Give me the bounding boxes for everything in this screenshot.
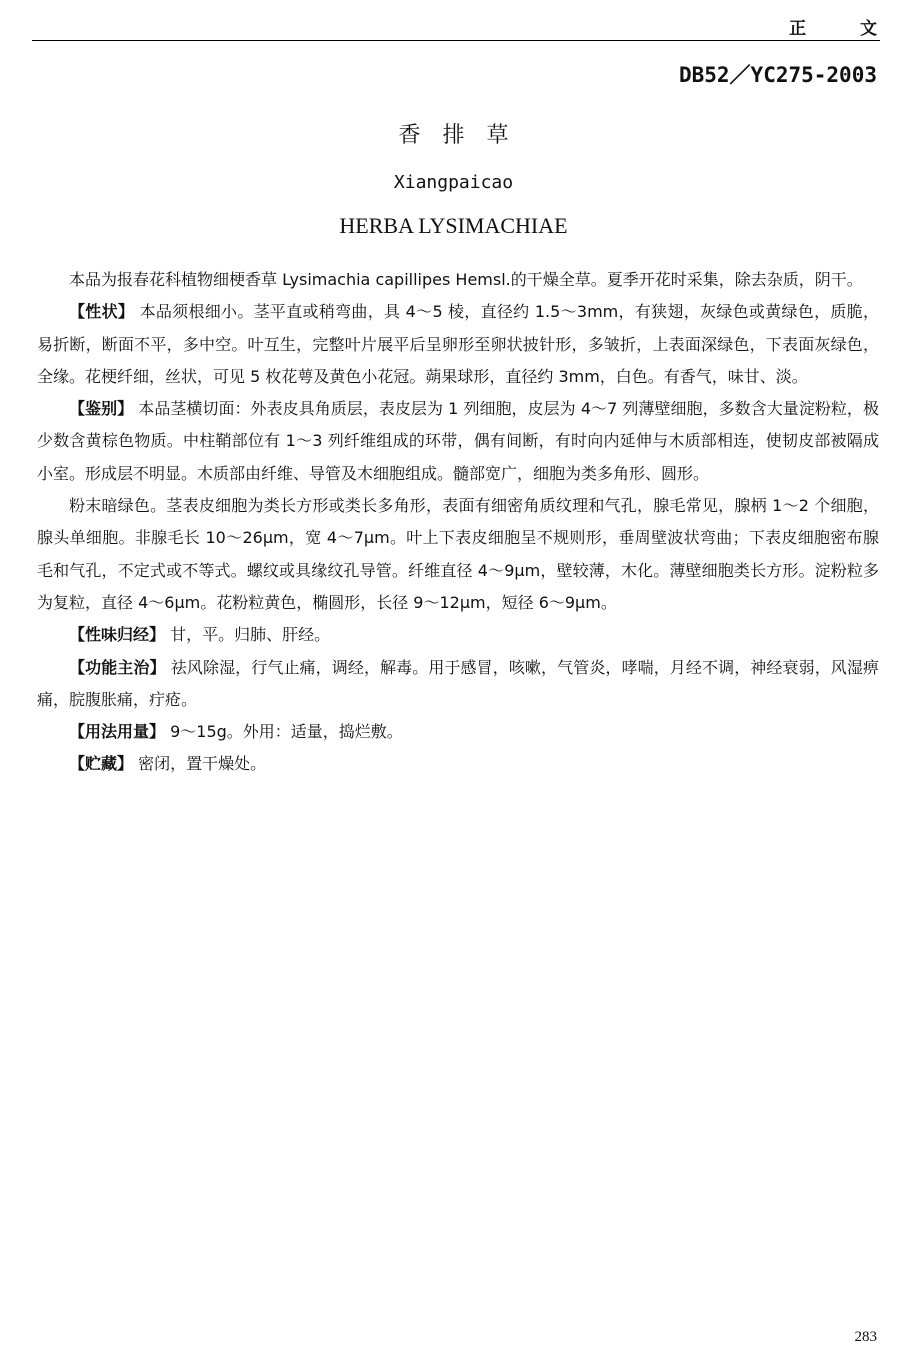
pinyin-name: Xiangpaicao — [393, 172, 514, 193]
usage-text: 9～15g。外用：适量，捣烂敷。 — [165, 722, 403, 742]
characters-label: 【性状】 — [69, 302, 135, 322]
functions-label: 【功能主治】 — [69, 657, 166, 677]
header-divider — [32, 40, 880, 41]
identification-text: 本品茎横切面：外表皮具角质层，表皮层为 1 列细胞，皮层为 4～7 列薄壁细胞，多数含大量淀粉粒，极少数含黄棕色物质。中柱鞘部位有 1～3 列纤维组成的环带，偶有间断，有时向内延伸与木质部相连，使韧皮部被隔成小室。形成层不明显。木质部由纤维、导管及木细胞组成。髓部宽广，细胞为类多角形、圆形。 — [37, 399, 879, 483]
functions-text: 祛风除湿，行气止痛，调经，解毒。用于感冒，咳嗽，气管炎，哮喘，月经不调，神经衰弱，风湿痹痛，脘腹胀痛，疔疮。 — [37, 657, 879, 709]
powder-paragraph: 粉末暗绿色。茎表皮细胞为类长方形或类长多角形，表面有细密角质纹理和气孔，腺毛常见，腺柄 1～2 个细胞，腺头单细胞。非腺毛长 10～26μm，宽 4～7μm。叶上下表皮细胞呈不规则形，垂周壁波状弯曲；下表皮细胞密布腺毛和气孔，不定式或不等式。螺纹或具缘纹孔导管。纤维直径 4～9μm，壁较薄，木化。薄壁细胞类长方形。淀粉粒多为复粒，直径 4～6μm。花粉粒黄色，椭圆形，长径 9～12μm，短径 6～9μm。 — [37, 496, 879, 612]
nature-label: 【性味归经】 — [69, 625, 166, 645]
identification-label: 【鉴别】 — [69, 399, 134, 419]
page-title: 香排草 — [398, 123, 531, 148]
intro-paragraph: 本品为报春花科植物细梗香草 Lysimachia capillipes Hemsl.的干燥全草。夏季开花时采集，除去杂质，阴干。 — [69, 270, 863, 289]
latin-name: HERBA LYSIMACHIAE — [339, 213, 568, 238]
monograph-body — [37, 264, 879, 781]
storage-text: 密闭，置干燥处。 — [133, 754, 267, 774]
functions-paragraph — [37, 652, 879, 717]
characters-text: 本品须根细小。茎平直或稍弯曲，具 4～5 棱，直径约 1.5～3mm，有狭翅，灰绿色或黄绿色，质脆，易折断，断面不平，多中空。叶互生，完整叶片展平后呈卵形至卵状披针形，多皱折，上表面深绿色，下表面灰绿色，全缘。花梗纤细，丝状，可见 5 枚花萼及黄色小花冠。蒴果球形，直径约 3mm，白色。有香气，味甘、淡。 — [37, 302, 879, 386]
standard-number: DB52／YC275-2003 — [678, 63, 877, 87]
usage-paragraph — [37, 716, 879, 748]
page-number: 283 — [854, 1329, 877, 1345]
nature-text: 甘，平。归肺、肝经。 — [165, 625, 331, 645]
storage-label: 【贮藏】 — [69, 754, 134, 774]
storage-paragraph — [37, 748, 879, 780]
characters-paragraph — [37, 296, 879, 393]
usage-label: 【用法用量】 — [69, 722, 166, 742]
nature-paragraph — [37, 619, 879, 651]
identification-paragraph — [37, 393, 879, 490]
section-label: 正 文 — [789, 19, 901, 39]
